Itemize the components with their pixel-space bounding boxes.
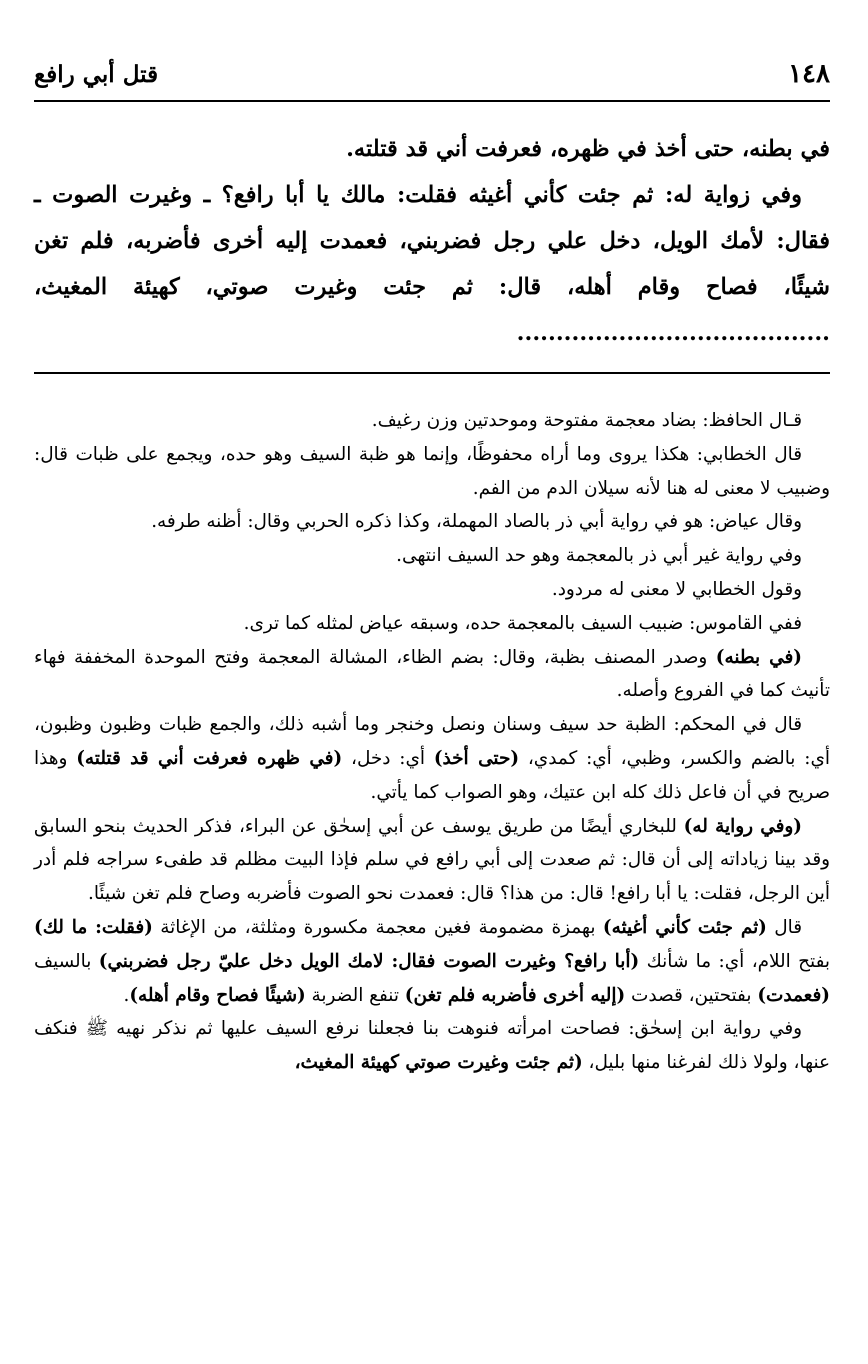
commentary-text: أي: دخل، <box>342 747 434 769</box>
page-header <box>34 52 830 96</box>
main-paragraph: في بطنه، حتى أخذ في ظهره، فعرفت أني قد قتلته. <box>346 136 830 162</box>
quoted-phrase: (أبا رافع؟ وغيرت الصوت فقال: لامك الويل دخل عليّ رجل فضربني) <box>98 950 640 972</box>
header-rule <box>34 100 830 102</box>
commentary-text: . <box>123 984 130 1006</box>
page-number: ١٤٨ <box>788 59 830 89</box>
quoted-phrase: (وفي رواية له) <box>683 815 802 837</box>
commentary-paragraph <box>34 1012 830 1080</box>
commentary-text: بهمزة مضمومة فغين معجمة مكسورة ومثلثة، من الإغاثة <box>152 916 603 938</box>
commentary-text: وهذا صريح في أن فاعل ذلك كله ابن عتيك، وهو الصواب كما يأتي. <box>34 747 830 803</box>
commentary-text: قال في المحكم: الظبة حد سيف وسنان ونصل وخنجر وما أشبه ذلك، والجمع ظبات وظبون وظبون، أي: بالضم والكسر، وظبي، أي: كمدي، <box>34 714 830 769</box>
commentary-paragraph <box>34 641 830 709</box>
commentary-paragraph <box>34 708 830 809</box>
quoted-phrase: (فقلت: ما لك) <box>34 916 153 938</box>
quoted-phrase: (إليه أخرى فأضربه فلم تغن) <box>404 984 626 1006</box>
commentary-paragraph: ففي القاموس: ضبيب السيف بالمعجمة حده، وسبقه عياض لمثله كما ترى. <box>243 612 802 634</box>
commentary-text: تنفع الضربة <box>305 984 405 1006</box>
quoted-phrase: (في بطنه) <box>715 646 802 668</box>
commentary <box>34 404 830 1080</box>
running-title: قتل أبي رافع <box>34 60 159 88</box>
commentary-paragraph <box>34 911 830 1012</box>
commentary-text: بفتح اللام، أي: ما شأنك <box>639 950 830 972</box>
commentary-paragraph: وقال عياض: هو في رواية أبي ذر بالصاد المهملة، وكذا ذكره الحربي وقال: أظنه طرفه. <box>151 511 802 533</box>
quoted-phrase: (فعمدت) <box>757 984 830 1006</box>
main-text <box>34 126 830 356</box>
commentary-text: وفي رواية ابن إسحٰق: فصاحت امرأته فنوهت بنا فجعلنا نرفع السيف عليها ثم نذكر نهيه ﷺ فنكف عنها، ولولا ذلك لفرغنا منها بليل، <box>34 1018 830 1074</box>
commentary-paragraph <box>34 810 830 911</box>
quoted-phrase: (في ظهره فعرفت أني قد قتلته) <box>76 747 343 769</box>
commentary-paragraph: قـال الحافظ: بضاد معجمة مفتوحة وموحدتين وزن رغيف. <box>371 410 802 431</box>
commentary-paragraph: قال الخطابي: هكذا يروى وما أراه محفوظًا، وإنما هو ظبة السيف وهو حده، ويجمع على ظبات قال: وضبيب لا معنى له هنا لأنه سيلان الدم من الفم. <box>34 443 830 499</box>
commentary-paragraph: وفي رواية غير أبي ذر بالمعجمة وهو حد السيف انتهى. <box>396 545 802 567</box>
commentary-text: وصدر المصنف بظبة، وقال: بضم الظاء، المشالة المعجمة وفتح الموحدة المخففة فهاء تأنيث كما في الفروع وأصله. <box>34 646 830 702</box>
commentary-paragraph: وقول الخطابي لا معنى له مردود. <box>551 578 802 600</box>
quoted-phrase: (حتى أخذ) <box>433 747 520 769</box>
quoted-phrase: (ثم جئت وغيرت صوتي كهيئة المغيث، <box>294 1052 583 1074</box>
quoted-phrase: (ثم جئت كأني أغيثه) <box>602 916 767 938</box>
commentary-text: للبخاري أيضًا من طريق يوسف عن أبي إسحٰق عن البراء، فذكر الحديث بنحو السابق وقد بينا زياداته إلى أن قال: ثم صعدت إلى أبي رافع في سلم فإذا البيت مظلم قد طفىء سراجه فلم أدر أين الرجل، فقلت: يا أبا رافع! قال: من هذا؟ قال: فعمدت نحو الصوت فأضربه وصاح فلم تغن شيئًا. <box>34 815 830 905</box>
commentary-text: بالسيف <box>34 950 99 972</box>
quoted-phrase: (شيئًا فصاح وقام أهله) <box>129 984 306 1006</box>
commentary-text: بفتحتين، قصدت <box>625 984 758 1006</box>
commentary-text: قال <box>766 916 803 938</box>
main-paragraph: وفي زواية له: ثم جئت كأني أغيثه فقلت: مالك يا أبا رافع؟ ـ وغيرت الصوت ـ فقال: لأمك الويل، دخل علي رجل فضربني، فعمدت إليه أخرى فأضربه، فلم تغن شيئًا، فصاح وقام أهله، قال: ثم جئت وغيرت صوتي، كهيئة المغيث، ........................................ <box>34 182 830 346</box>
commentary-separator <box>34 372 830 374</box>
